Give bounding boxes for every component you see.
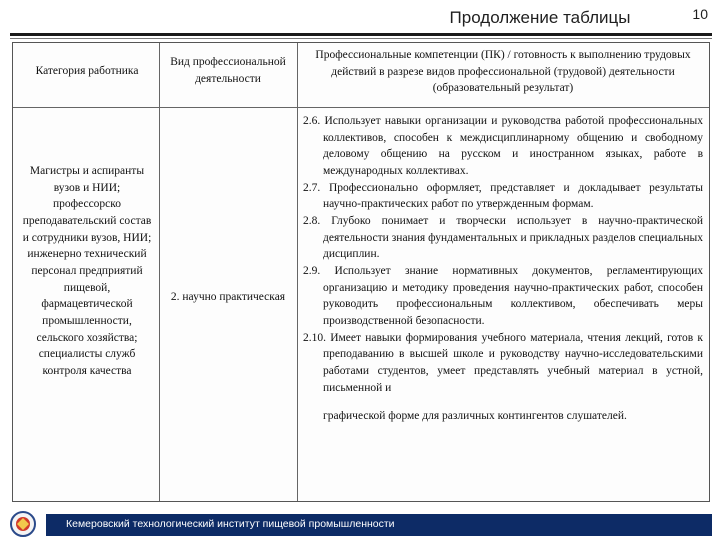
column-divider	[297, 43, 298, 501]
header-rule	[10, 33, 712, 36]
competency-item: 2.7. Профессионально оформляет, представляет и докладывает результаты научно-практических работ по утвержденным формам.	[303, 181, 703, 211]
competency-item: 2.6. Использует навыки организации и руководства работой профессиональных коллективов, способен к междисциплинарному общению и свободному деловому общению на русском и иностранном языках, работе в международных коллективах.	[303, 115, 703, 178]
competency-table	[12, 42, 710, 502]
competency-item: 2.8. Глубоко понимает и творчески использует в научно-практической деятельности знания фундаментальных и прикладных разделов специальных дисциплин.	[303, 215, 703, 261]
category-cell: Магистры и аспиранты вузов и НИИ; профессорско преподавательский состав и сотрудники вузов, НИИ; инженерно технический персонал предприятий пищевой, фармацевтической промышленности, сельского хозяйства; специалисты служб контроля качества	[22, 165, 152, 378]
column-divider	[159, 43, 160, 501]
competency-item: 2.9. Использует знание нормативных документов, регламентирующих организацию и методику проведения научно-практических работ, способен руководить профессиональным коллективом, обеспечивать меры производственной безопасности.	[303, 265, 703, 328]
header-rule-thin	[10, 38, 712, 39]
footer	[0, 510, 720, 540]
column-header-activity: Вид профессиональной деятельности	[170, 56, 286, 85]
competency-continuation: графической форме для различных контингентов слушателей.	[323, 410, 627, 423]
activity-cell: 2. научно практическая	[170, 291, 286, 303]
footer-bar	[46, 514, 712, 536]
header-divider	[13, 107, 709, 108]
footer-institution: Кемеровский технологический институт пищевой промышленности	[66, 518, 395, 530]
column-header-competencies: Профессиональные компетенции (ПК) / готовность к выполнению трудовых действий в разрезе видов профессиональной (трудовой) деятельности (образовательный результат)	[315, 49, 691, 95]
page-number: 10	[692, 6, 708, 22]
column-header-category: Категория работника	[35, 65, 139, 77]
page-title: Продолжение таблицы	[449, 8, 631, 27]
competencies-cell	[303, 113, 703, 425]
competency-item: 2.10. Имеет навыки формирования учебного материала, чтения лекций, готов к преподаванию в высшей школе и руководству научно-исследовательскими работами студентов, умеет представлять учебный материал в устной, письменной и	[303, 331, 703, 394]
institute-logo-icon	[6, 510, 40, 538]
